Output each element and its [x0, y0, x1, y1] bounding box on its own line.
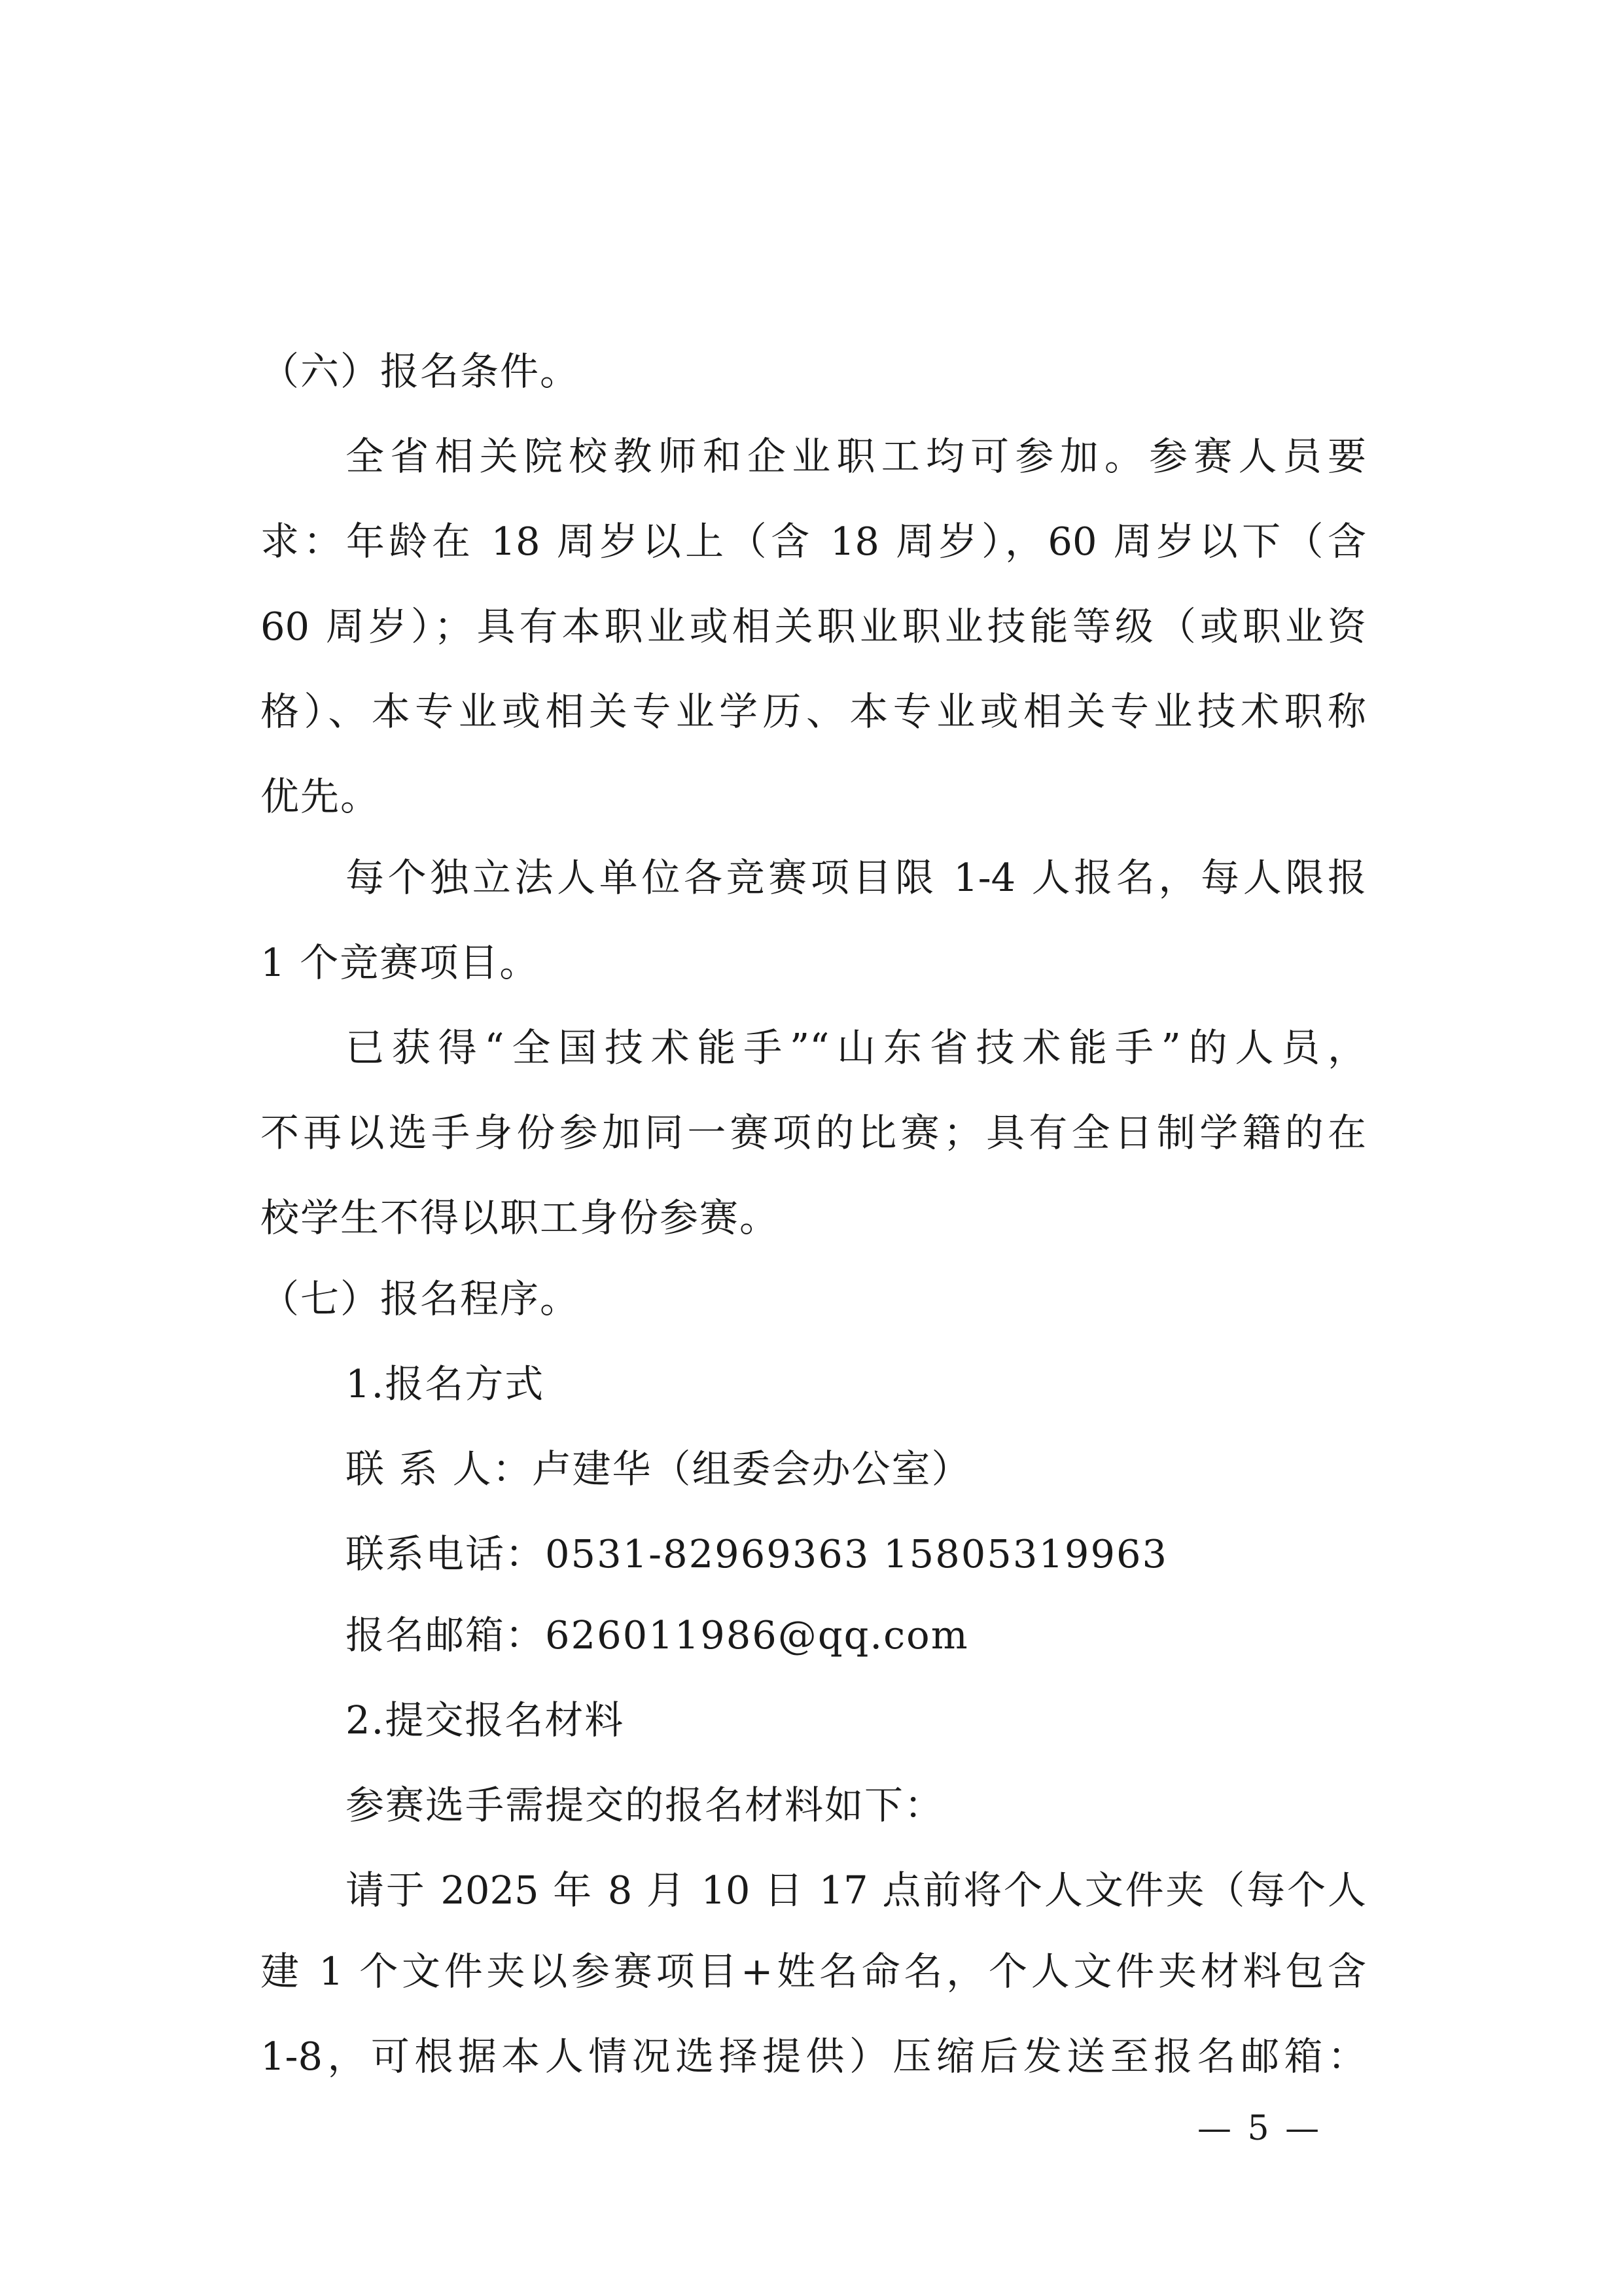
- paragraph-line: 格）、本专业或相关专业学历、本专业或相关专业技术职称: [260, 689, 1366, 734]
- contact-phone: 联系电话：0531-82969363 15805319963: [345, 1531, 1169, 1576]
- subheading-registration-method: 1.报名方式: [345, 1361, 545, 1406]
- paragraph-line: 每个独立法人单位各竞赛项目限 1-4 人报名，每人限报: [345, 855, 1366, 900]
- paragraph-line: 优先。: [260, 774, 381, 819]
- paragraph-line: 1-8，可根据本人情况选择提供）压缩后发送至报名邮箱：: [260, 2034, 1366, 2079]
- paragraph-line: 全省相关院校教师和企业职工均可参加。参赛人员要: [345, 434, 1366, 479]
- paragraph-line: 建 1 个文件夹以参赛项目+姓名命名，个人文件夹材料包含: [260, 1949, 1366, 1994]
- paragraph-line: 参赛选手需提交的报名材料如下：: [345, 1783, 945, 1828]
- subheading-submit-materials: 2.提交报名材料: [345, 1697, 625, 1743]
- page-number: — 5 —: [1197, 2109, 1322, 2148]
- paragraph-line: 1 个竞赛项目。: [260, 940, 540, 985]
- section-heading-registration-conditions: （六）报名条件。: [260, 349, 580, 394]
- paragraph-line: 求：年龄在 18 周岁以上（含 18 周岁），60 周岁以下（含: [260, 519, 1366, 564]
- paragraph-line: 60 周岁）；具有本职业或相关职业职业技能等级（或职业资: [260, 604, 1366, 649]
- paragraph-line: 不再以选手身份参加同一赛项的比赛；具有全日制学籍的在: [260, 1110, 1366, 1155]
- contact-person: 联 系 人：卢建华（组委会办公室）: [345, 1446, 972, 1491]
- paragraph-line: 已获得“全国技术能手”“山东省技术能手”的人员，: [345, 1025, 1366, 1070]
- paragraph-line: 请于 2025 年 8 月 10 日 17 点前将个人文件夹（每个人: [345, 1868, 1366, 1913]
- registration-email: 报名邮箱：626011986@qq.com: [345, 1612, 969, 1658]
- paragraph-line: 校学生不得以职工身份参赛。: [260, 1195, 780, 1240]
- section-heading-registration-procedure: （七）报名程序。: [260, 1276, 580, 1321]
